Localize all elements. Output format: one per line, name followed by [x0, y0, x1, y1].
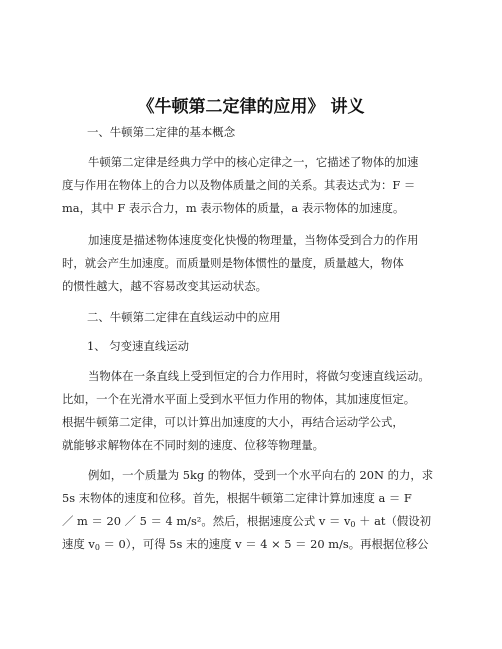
document-title: 《牛顿第二定律的应用》 讲义 [137, 97, 365, 117]
section-heading-2: 二、牛顿第二定律在直线运动中的应用 [87, 310, 281, 324]
paragraph-line: 根据牛顿第二定律，可以计算出加速度的大小，再结合运动学公式， [62, 415, 404, 429]
paragraph-line: 例如，一个质量为 5kg 的物体，受到一个水平向右的 20N 的力，求 [88, 468, 434, 482]
paragraph-line: 就能够求解物体在不同时刻的速度、位移等物理量。 [62, 438, 324, 452]
paragraph-line: 当物体在一条直线上受到恒定的合力作用时，将做匀变速直线运动。 [88, 369, 430, 383]
section-heading-1: 一、牛顿第二定律的基本概念 [87, 125, 236, 139]
paragraph-line: 度与作用在物体上的合力以及物体质量之间的关系。其表达式为：F ＝ [62, 178, 416, 192]
paragraph-line: 加速度是描述物体速度变化快慢的物理量，当物体受到合力的作用 [88, 233, 419, 247]
subscript: 0 [94, 542, 100, 552]
paragraph-line: 时，就会产生加速度。而质量则是物体惯性的量度，质量越大，物体 [62, 256, 404, 270]
paragraph-line: ma，其中 F 表示合力，m 表示物体的质量，a 表示物体的加速度。 [62, 201, 405, 215]
subsection-heading: 1、 匀变速直线运动 [87, 339, 189, 353]
line-text: 速度 v [62, 537, 95, 551]
subscript: 0 [350, 519, 356, 529]
paragraph-line: 比如，一个在光滑水平面上受到水平恒力作用的物体，其加速度恒定。 [62, 392, 416, 406]
paragraph-line [62, 537, 429, 555]
paragraph-line: 牛顿第二定律是经典力学中的核心定律之一，它描述了物体的加速 [88, 155, 419, 169]
paragraph-line: 5s 末物体的速度和位移。首先，根据牛顿第二定律计算加速度 a ＝ F [62, 491, 412, 505]
paragraph-line [62, 514, 431, 532]
line-text: ＝ 0），可得 5s 末的速度 v ＝ 4 × 5 ＝ 20 m/s。再根据位移公 [103, 537, 429, 551]
paragraph-line: 的惯性越大，越不容易改变其运动状态。 [62, 279, 268, 293]
line-text: ／ m ＝ 20 ／ 5 ＝ 4 m/s²。然后，根据速度公式 v ＝ v [62, 514, 351, 528]
line-text: ＋ at（假设初 [359, 514, 432, 528]
